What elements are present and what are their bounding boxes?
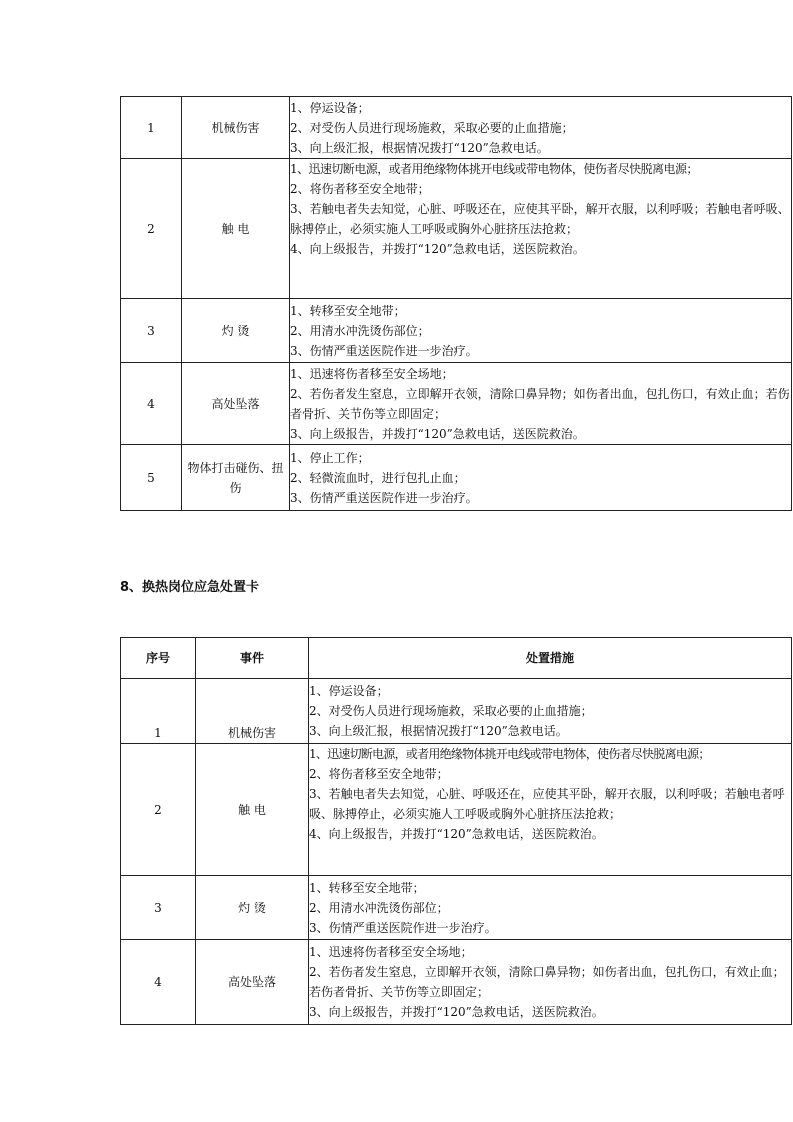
- event-name: 高处坠落: [182, 363, 290, 445]
- table-row: [121, 876, 792, 940]
- measure-line: 3、向上级汇报，根据情况拨打“120”急救电话。: [290, 140, 549, 155]
- row-number: 3: [121, 876, 196, 940]
- table-row: [121, 679, 792, 744]
- measure-line: 3、若触电者失去知觉，心脏、呼吸还在，应使其平卧，解开衣服，以利呼吸；若触电者呼吸、脉搏停止，必须实施人工呼吸或胸外心脏挤压法抢救；: [309, 787, 785, 821]
- measure-line: 2、将伤者移至安全地带；: [309, 767, 449, 781]
- table-row: [121, 159, 792, 299]
- column-header-measures: 处置措施: [309, 638, 792, 679]
- measures-cell: [309, 744, 792, 876]
- measure-line: 1、停止工作；: [290, 450, 370, 465]
- table-row: [121, 744, 792, 876]
- measure-line: 1、停运设备；: [290, 100, 370, 115]
- measure-line: 2、对受伤人员进行现场施救，采取必要的止血措施；: [309, 704, 593, 718]
- measure-line: 2、若伤者发生窒息，立即解开衣领，清除口鼻异物；如伤者出血，包扎伤口，有效止血；若伤者骨折、关节伤等立即固定；: [309, 965, 785, 999]
- row-number: 2: [121, 744, 196, 876]
- measure-line: 3、伤情严重送医院作进一步治疗。: [290, 490, 478, 505]
- measure-line: 3、若触电者失去知觉，心脏、呼吸还在，应使其平卧，解开衣服，以利呼吸；若触电者呼吸、脉搏停止，必须实施人工呼吸或胸外心脏挤压法抢救；: [290, 202, 790, 236]
- row-number: 4: [121, 940, 196, 1025]
- measure-line: 1、迅速切断电源，或者用绝缘物体挑开电线或带电物体，使伤者尽快脱离电源；: [290, 162, 698, 176]
- measures-cell: [309, 940, 792, 1025]
- measures-cell: [290, 97, 792, 159]
- row-number: 4: [121, 363, 182, 445]
- measure-line: 1、转移至安全地带；: [309, 880, 425, 895]
- measures-cell: [309, 876, 792, 940]
- measure-line: 1、停运设备；: [309, 684, 389, 698]
- measure-line: 2、若伤者发生窒息，立即解开衣领，清除口鼻异物；如伤者出血，包扎伤口，有效止血；若伤者骨折、关节伤等立即固定；: [290, 386, 790, 421]
- measure-line: 3、向上级报告，并拨打“120”急救电话，送医院救治。: [290, 426, 585, 441]
- row-number: 5: [121, 445, 182, 511]
- row-number: 1: [121, 97, 182, 159]
- measures-cell: [290, 363, 792, 445]
- measure-line: 2、对受伤人员进行现场施救，采取必要的止血措施；: [290, 120, 574, 135]
- event-name: 触 电: [182, 159, 290, 299]
- measures-cell: [309, 679, 792, 744]
- measure-line: 2、用清水冲洗烫伤部位；: [309, 900, 449, 915]
- row-number: 2: [121, 159, 182, 299]
- measure-line: 2、轻微流血时，进行包扎止血；: [290, 470, 466, 485]
- measure-line: 1、迅速将伤者移至安全场地；: [309, 945, 473, 959]
- event-name: 高处坠落: [196, 940, 309, 1025]
- measure-line: 1、转移至安全地带；: [290, 303, 406, 318]
- event-name: 机械伤害: [196, 679, 309, 744]
- table-row: [121, 363, 792, 445]
- section-heading: 8、换热岗位应急处置卡: [120, 580, 260, 595]
- event-name: 灼 烫: [182, 299, 290, 363]
- event-name: 触 电: [196, 744, 309, 876]
- row-number: 3: [121, 299, 182, 363]
- measure-line: 4、向上级报告，并拨打“120”急救电话，送医院救治。: [290, 242, 585, 256]
- measures-cell: [290, 159, 792, 299]
- row-number: 1: [121, 679, 196, 744]
- table-row: [121, 940, 792, 1025]
- measure-line: 4、向上级报告，并拨打“120”急救电话，送医院救治。: [309, 827, 604, 841]
- column-header-event: 事件: [196, 638, 309, 679]
- measure-line: 2、将伤者移至安全地带；: [290, 182, 430, 196]
- table-header-row: [121, 638, 792, 679]
- measure-line: 3、伤情严重送医院作进一步治疗。: [290, 343, 478, 358]
- column-header-no: 序号: [121, 638, 196, 679]
- event-name: 物体打击碰伤、扭伤: [182, 445, 290, 511]
- measure-line: 3、向上级汇报，根据情况拨打“120”急救电话。: [309, 724, 568, 738]
- measures-cell: [290, 445, 792, 511]
- measure-line: 2、用清水冲洗烫伤部位；: [290, 323, 430, 338]
- measure-line: 3、伤情严重送医院作进一步治疗。: [309, 920, 497, 935]
- table-row: [121, 97, 792, 159]
- event-name: 灼 烫: [196, 876, 309, 940]
- measures-cell: [290, 299, 792, 363]
- heat-exchange-emergency-table: [120, 637, 792, 1025]
- measure-line: 1、迅速将伤者移至安全场地；: [290, 366, 454, 381]
- measure-line: 3、向上级报告，并拨打“120”急救电话，送医院救治。: [309, 1005, 604, 1019]
- emergency-table-continued: [120, 96, 792, 511]
- measure-line: 1、迅速切断电源，或者用绝缘物体挑开电线或带电物体，使伤者尽快脱离电源；: [309, 747, 710, 761]
- event-name: 机械伤害: [182, 97, 290, 159]
- table-row: [121, 445, 792, 511]
- table-row: [121, 299, 792, 363]
